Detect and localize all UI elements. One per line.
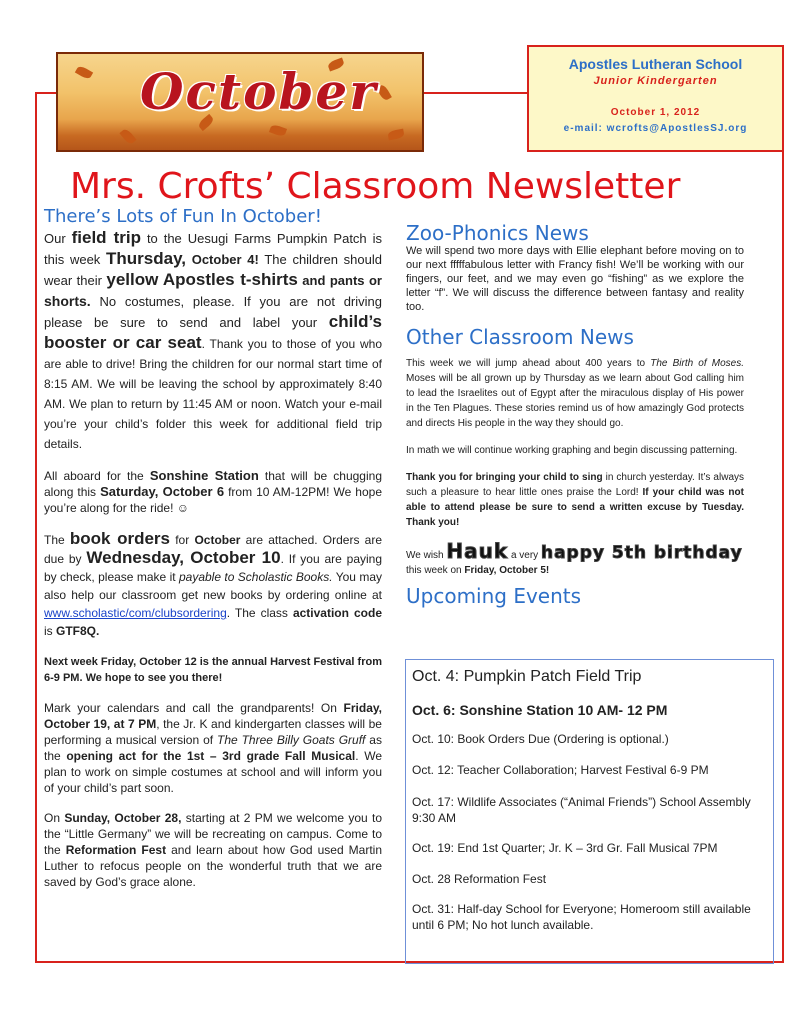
text: Our xyxy=(44,231,72,246)
sonshine-emphasis: Sonshine Station xyxy=(149,468,259,483)
text: Thank you for bringing your child to sing xyxy=(406,472,603,483)
event-item xyxy=(412,901,767,933)
contact-email[interactable]: e-mail: wcrofts@ApostlesSJ.org xyxy=(563,123,748,134)
zoo-phonics-text: We will spend two more days with Ellie elephant before moving on to our next fffffabulous letter with Francy fish! We’ll be working with our fingers, our feet, and we may even go “fishing” as we explore the letter “f”. We will discuss the difference between fantasy and reality too. xyxy=(406,245,744,313)
leaf-icon xyxy=(269,124,287,138)
text: . If you are paying by check, please make it xyxy=(44,552,382,584)
text: You may also help our classroom get new books by ordering online at xyxy=(44,570,382,602)
text: as the xyxy=(44,733,382,763)
story-title: The Birth of Moses. xyxy=(650,358,744,369)
other-news-heading: Other Classroom News xyxy=(406,325,634,349)
zoo-phonics-heading: Zoo-Phonics News xyxy=(406,221,589,245)
event-item xyxy=(412,763,767,777)
upcoming-events-heading: Upcoming Events xyxy=(406,584,582,608)
event-item xyxy=(412,872,767,886)
text: is xyxy=(44,624,56,638)
october-emphasis: October xyxy=(194,533,241,547)
field-trip-paragraph xyxy=(44,228,382,454)
text: . The class xyxy=(226,606,293,620)
text: this week on xyxy=(406,565,465,576)
leaf-icon xyxy=(387,129,404,141)
school-info-box xyxy=(527,45,784,152)
harvest-paragraph: Next week Friday, October 12 is the annual Harvest Festival from 6-9 PM. We hope to see you there! xyxy=(44,656,382,684)
text: This week we will jump ahead about 400 years to xyxy=(406,358,651,369)
text: On xyxy=(44,811,65,825)
event-item xyxy=(412,841,767,855)
reformation-date: Sunday, October 28, xyxy=(64,811,182,825)
event-text: Oct. 12: Teacher Collaboration; Harvest Festival 6-9 PM xyxy=(412,763,709,777)
text: starting at 2 PM we welcome you to the “Little Germany” we will be recreating on campus. Come to the xyxy=(44,811,383,857)
program-name: Junior Kindergarten xyxy=(593,75,718,87)
math-paragraph: In math we will continue working graphing and begin discussing patterning. xyxy=(406,445,738,456)
birthday-wish xyxy=(406,539,744,578)
text: The children should wear their xyxy=(44,252,382,288)
school-name: Apostles Lutheran School xyxy=(568,56,743,72)
event-text: Oct. 19: End 1st Quarter; Jr. K – 3rd Gr. Fall Musical 7PM xyxy=(412,841,718,855)
reformation-fest: Reformation Fest xyxy=(65,843,167,857)
leaf-icon xyxy=(119,127,136,145)
shorts-emphasis: shorts. xyxy=(44,293,91,309)
text: No costumes, please. If you are not driving please be sure to send and label your xyxy=(44,294,382,330)
event-text: Oct. 10: Book Orders Due (Ordering is optional.) xyxy=(412,732,669,746)
banner-title: October xyxy=(140,62,378,121)
musical-title: The Three Billy Goats Gruff xyxy=(217,733,366,747)
text: The xyxy=(44,533,70,547)
event-item xyxy=(412,794,767,826)
event-text: Oct. 6: Sonshine Station 10 AM- 12 PM xyxy=(412,702,668,718)
text: . We plan to work on simple costumes at school and will inform you of your child’s part soon. xyxy=(44,749,383,795)
event-text: Oct. 31: Half-day School for Everyone; Homeroom still available until 6 PM; No hot lunch available. xyxy=(412,902,751,932)
yellow-emphasis: yellow xyxy=(106,270,159,289)
birthday-child-name: Hauk xyxy=(446,539,509,563)
thursday-emphasis: Thursday, xyxy=(106,249,186,268)
birthday-greeting: happy 5th birthday xyxy=(540,543,743,563)
text: Moses will be all grown up by Thursday as we learn about God calling him to lead the Israelites out of Egypt after the miraculous display of His power in the Ten Plagues. These stories remind us of how amazingly God protects and directs His people in the way they should go. xyxy=(406,373,744,429)
event-item xyxy=(412,702,767,718)
text: to the Uesugi Farms Pumpkin Patch is this week xyxy=(44,231,382,267)
text: We wish xyxy=(406,550,447,561)
fun-heading: There’s Lots of Fun In October! xyxy=(44,206,322,227)
tshirts-emphasis: Apostles t-shirts xyxy=(162,270,298,289)
leaf-icon xyxy=(376,83,392,101)
book-orders-paragraph xyxy=(44,530,382,640)
text: , the Jr. K and kindergarten classes will be performing a musical version of xyxy=(44,717,382,747)
field-trip-emphasis: field trip xyxy=(71,228,141,247)
reformation-paragraph xyxy=(44,810,382,890)
text: from 10 AM-12PM! We hope you’re along for the ride! ☺ xyxy=(44,485,383,515)
october-banner xyxy=(56,52,424,152)
birth-of-moses-paragraph xyxy=(406,356,744,431)
text: in church yesterday. It’s always such a pleasure to hear little ones praise the Lord! xyxy=(406,472,744,498)
event-text: Oct. 28 Reformation Fest xyxy=(412,872,547,886)
newsletter-date: October 1, 2012 xyxy=(610,107,701,118)
text: If your child was not able to attend please be sure to send a written excuse by Tuesday. Thank you! xyxy=(406,487,744,528)
church-paragraph xyxy=(406,470,744,530)
event-text: Oct. 4: Pumpkin Patch Field Trip xyxy=(412,668,642,685)
event-item xyxy=(412,732,767,746)
text: All aboard for the xyxy=(44,469,150,483)
text: and learn about how God used Martin Luther to refocus people on the wonderful truth that we are saved by God’s grace alone. xyxy=(44,843,382,889)
leaf-icon xyxy=(75,65,93,81)
page-title: Mrs. Crofts’ Classroom Newsletter xyxy=(70,166,681,207)
text: Mark your calendars and call the grandparents! On xyxy=(44,701,344,715)
saturday-emphasis: Saturday, October 6 xyxy=(100,484,225,499)
booster-emphasis: child’s booster or car seat xyxy=(44,312,382,352)
events-list xyxy=(405,659,774,964)
activation-label: activation code xyxy=(292,606,382,620)
text: a very xyxy=(508,550,541,561)
payable-note: payable to Scholastic Books. xyxy=(178,570,333,584)
text: that will be chugging along this xyxy=(44,469,382,499)
scholastic-link[interactable]: www.scholastic/com/clubsordering xyxy=(44,606,227,620)
text: . Thank you to those of you who are able to drive! Bring the children for our normal start time of 8:15 AM. We will be leaving the school by approximately 8:40 AM. We plan to return by 11:45 AM or noon. Watch your e-mail you’re your child’s folder this week for additional field trip details. xyxy=(44,337,382,451)
text: and pants or xyxy=(297,273,382,288)
activation-code: GTF8Q. xyxy=(56,624,100,638)
book-orders-emphasis: book orders xyxy=(69,529,171,548)
opening-act: opening act for the 1st – 3rd grade Fall Musical xyxy=(66,749,356,763)
event-item xyxy=(412,668,767,686)
left-column xyxy=(44,206,382,904)
text: are attached. Orders are due by xyxy=(44,533,383,566)
sonshine-paragraph xyxy=(44,468,382,516)
text: for xyxy=(170,533,195,547)
event-text: Oct. 17: Wildlife Associates (“Animal Friends”) School Assembly 9:30 AM xyxy=(412,795,751,825)
musical-date: Friday, October 19, at 7 PM xyxy=(44,701,382,731)
oct4-emphasis: October 4! xyxy=(191,252,259,267)
right-column xyxy=(406,222,744,608)
musical-paragraph xyxy=(44,700,382,796)
wednesday-emphasis: Wednesday, October 10 xyxy=(86,548,281,567)
birthday-date: Friday, October 5! xyxy=(464,565,550,576)
